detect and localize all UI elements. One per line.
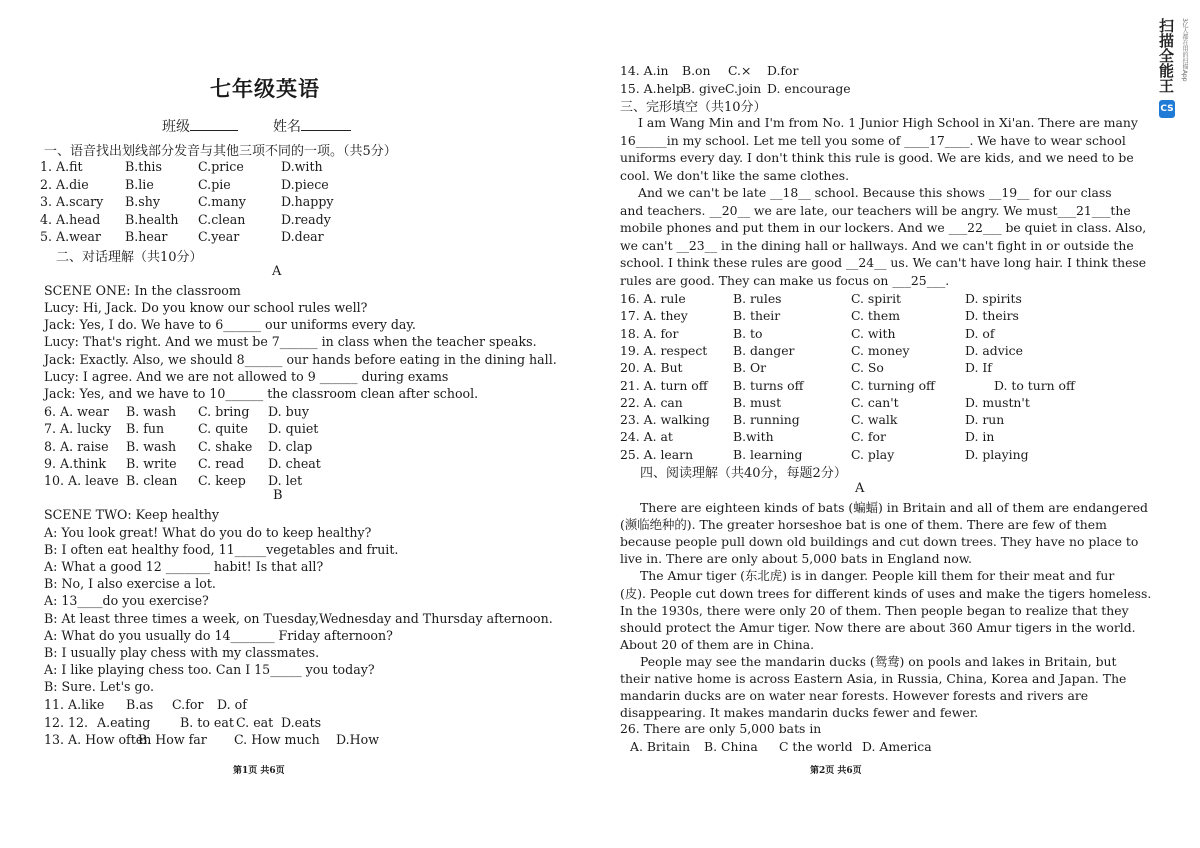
answer-option[interactable]: B.with <box>733 429 774 445</box>
answer-option[interactable]: C. can't <box>851 394 899 410</box>
answer-option[interactable]: 9. A.think <box>44 455 107 471</box>
answer-option[interactable]: C. spirit <box>851 291 902 306</box>
reading-line: because people pull down old buildings and cut down trees. They have no place to <box>620 534 1139 550</box>
answer-option[interactable]: C.join <box>725 80 762 96</box>
reading-line: People may see the mandarin ducks (鸳鸯) on pools and lakes in Britain, but <box>640 653 1117 669</box>
answer-option[interactable]: D.eats <box>281 714 322 730</box>
passage-line: cool. We don't like the same clothes. <box>620 167 850 183</box>
answer-option[interactable]: D. clap <box>268 438 313 454</box>
dialog-line: B: I often eat healthy food, 11_____vegetables and fruit. <box>44 542 399 558</box>
answer-option[interactable]: C.for <box>172 697 204 712</box>
passage-line: and teachers. __20__ we are late, our teachers will be angry. We must___21___the <box>620 202 1131 218</box>
answer-option[interactable]: D. mustn't <box>965 394 1030 410</box>
dialog-line: A: You look great! What do you do to keep healthy? <box>44 525 372 540</box>
dialog-line: Jack: Exactly. Also, we should 8______ our hands before eating in the dining hall. <box>44 351 557 367</box>
answer-option[interactable]: 15. A.help <box>620 80 684 96</box>
answer-option[interactable]: B. Or <box>733 360 767 376</box>
dialog-line: Jack: Yes, and we have to 10______ the classroom clean after school. <box>44 386 479 401</box>
part-b-label: B <box>273 488 283 503</box>
page-footer-2: 第2页 共6页 <box>810 766 862 776</box>
name-field <box>273 116 351 136</box>
answer-option[interactable]: C the world <box>779 739 853 754</box>
answer-option[interactable]: 25. A. learn <box>620 446 694 462</box>
passage-line: school. I think these rules are good __24__ us. We can't have long hair. I think these <box>620 255 1147 270</box>
phonics-option[interactable]: C.clean <box>198 211 246 227</box>
phonics-option[interactable]: D.ready <box>281 211 331 227</box>
phonics-option[interactable]: D.happy <box>281 194 334 209</box>
passage-line: uniforms every day. I don't think this rule is good. We are kids, and we need to be <box>620 150 1134 165</box>
answer-option[interactable]: 16. A. rule <box>620 291 686 306</box>
answer-option[interactable]: B. wash <box>126 438 177 454</box>
answer-option[interactable]: 21. A. turn off <box>620 377 708 393</box>
page-title: 七年级英语 <box>210 76 320 101</box>
dialog-line: B: At least three times a week, on Tuesday,Wednesday and Thursday afternoon. <box>44 610 553 626</box>
phonics-option[interactable]: 4. A.head <box>40 211 101 227</box>
answer-option[interactable]: C. play <box>851 446 895 462</box>
answer-option[interactable]: D. run <box>965 412 1005 428</box>
page-footer-1: 第1页 共6页 <box>233 766 285 776</box>
answer-option[interactable]: B. clean <box>126 473 178 489</box>
answer-option[interactable]: C. eat <box>236 714 274 730</box>
section-1-heading: 一、语音找出划线部分发音与其他三项不同的一项。（共5分） <box>44 144 397 159</box>
name-label: 姓名 <box>273 119 301 135</box>
scene-two-heading: SCENE TWO: Keep healthy <box>44 507 220 522</box>
answer-option[interactable]: 18. A. for <box>620 325 679 341</box>
answer-option[interactable]: D. cheat <box>268 455 321 471</box>
class-field <box>162 116 238 136</box>
phonics-option[interactable]: D.piece <box>281 176 329 192</box>
answer-option[interactable]: 23. A. walking <box>620 412 710 428</box>
answer-option[interactable]: D. advice <box>965 342 1023 358</box>
answer-option[interactable]: B.as <box>126 697 154 712</box>
answer-option[interactable]: B.on <box>682 63 711 78</box>
answer-option[interactable]: D. spirits <box>965 291 1022 306</box>
answer-option[interactable]: D. encourage <box>767 80 851 96</box>
phonics-option[interactable]: B.hear <box>125 229 168 244</box>
dialog-line: B: No, I also exercise a lot. <box>44 576 216 592</box>
answer-option[interactable]: B. fun <box>126 421 165 437</box>
reading-line: There are eighteen kinds of bats (蝙蝠) in Britain and all of them are endangered <box>640 500 1148 515</box>
answer-option[interactable]: D. of <box>965 325 995 341</box>
answer-option[interactable]: C. turning off <box>851 377 935 393</box>
answer-option[interactable]: C. So <box>851 360 884 376</box>
answer-option[interactable]: D. of <box>217 697 247 712</box>
phonics-option[interactable]: 2. A.die <box>40 176 89 192</box>
answer-option[interactable]: C. shake <box>198 438 253 454</box>
reading-line: (濒临绝种的). The greater horseshoe bat is one of them. There are few of them <box>620 517 1107 533</box>
reading-line: In the 1930s, there were only 20 of them. Then people began to realize that they <box>620 602 1129 618</box>
answer-option[interactable]: C. with <box>851 325 896 341</box>
class-label: 班级 <box>162 119 190 135</box>
phonics-option[interactable]: 3. A.scary <box>40 194 104 209</box>
passage-line: I am Wang Min and I'm from No. 1 Junior High School in Xi'an. There are many <box>638 115 1138 130</box>
passage-line: rules are good. They can make us focus on ___25___. <box>620 272 950 288</box>
answer-option[interactable]: C. keep <box>198 473 246 489</box>
answer-option[interactable]: C. read <box>198 455 245 471</box>
scanner-logo <box>1153 18 1198 128</box>
answer-option[interactable]: B. wash <box>126 404 177 419</box>
right-page <box>590 0 1152 848</box>
answer-option[interactable]: D. buy <box>268 404 309 419</box>
answer-option[interactable]: D.for <box>767 63 799 78</box>
answer-option[interactable]: C. walk <box>851 412 898 428</box>
answer-option[interactable]: 11. A.like <box>44 697 105 712</box>
reading-line: The Amur tiger (东北虎) is in danger. People kill them for their meat and fur <box>640 568 1115 584</box>
answer-option[interactable]: B. danger <box>733 342 795 358</box>
scanner-name: 扫描全能王 <box>1157 18 1175 93</box>
phonics-option[interactable]: 1. A.fit <box>40 159 83 174</box>
dialog-line: A: I like playing chess too. Can I 15_____ you today? <box>44 661 375 677</box>
answer-option[interactable]: C. them <box>851 308 900 324</box>
reading-line: (皮). People cut down trees for different kinds of uses and make the tigers homeless. <box>620 585 1152 601</box>
reading-line: live in. There are only about 5,000 bats in England now. <box>620 551 972 567</box>
answer-option[interactable]: B. China <box>704 739 758 754</box>
dialog-line: Lucy: That's right. And we must be 7______ in class when the teacher speaks. <box>44 334 537 350</box>
answer-option[interactable]: 7. A. lucky <box>44 421 112 437</box>
phonics-option[interactable]: B.shy <box>125 194 160 209</box>
answer-option[interactable]: D. playing <box>965 446 1029 462</box>
answer-option[interactable]: 10. A. leave <box>44 473 119 489</box>
scanner-tagline: 3亿人都在用的扫描App <box>1181 18 1188 82</box>
answer-option[interactable]: C. How much <box>234 732 320 747</box>
answer-option[interactable]: B. turns off <box>733 377 804 393</box>
section-4-heading: 四、阅读理解（共40分，每题2分） <box>640 466 847 481</box>
left-page <box>0 0 590 848</box>
reading-line: their native home is across Eastern Asia, in Russia, China, Korea and Japan. The <box>620 671 1127 686</box>
dialog-line: B: Sure. Let's go. <box>44 678 154 694</box>
part-a-label: A <box>272 264 282 279</box>
answer-option[interactable]: D. let <box>268 473 303 489</box>
phonics-option[interactable]: B.health <box>125 211 179 227</box>
answer-option[interactable]: C. for <box>851 429 886 445</box>
answer-option[interactable]: A. Britain <box>630 739 691 754</box>
name-blank[interactable] <box>301 116 351 131</box>
answer-option[interactable]: 20. A. But <box>620 360 683 376</box>
answer-option[interactable]: B. give <box>682 80 726 96</box>
reading-line: disappearing. It makes mandarin ducks fewer and fewer. <box>620 705 979 721</box>
answer-option[interactable]: C. money <box>851 342 910 358</box>
dialog-line: Lucy: Hi, Jack. Do you know our school rules well? <box>44 300 368 315</box>
question-26: 26. There are only 5,000 bats in <box>620 721 822 736</box>
answer-option[interactable]: 8. A. raise <box>44 438 109 454</box>
section-3-heading: 三、完形填空（共10分） <box>620 100 767 115</box>
answer-option[interactable]: B. to <box>733 325 763 341</box>
passage-line: And we can't be late __18__ school. Because this shows __19__ for our class <box>638 185 1112 200</box>
answer-option[interactable]: 19. A. respect <box>620 342 708 358</box>
answer-option[interactable]: D. America <box>862 739 932 754</box>
phonics-option[interactable]: D.with <box>281 159 323 174</box>
answer-option[interactable]: B. rules <box>733 291 782 306</box>
phonics-option[interactable]: C.pie <box>198 176 231 192</box>
phonics-option[interactable]: D.dear <box>281 229 324 244</box>
phonics-option[interactable]: C.year <box>198 229 240 244</box>
answer-option[interactable]: D. quiet <box>268 421 319 437</box>
passage-line: mobile phones and put them in our lockers. And we ___22___ be quiet in class. Also, <box>620 220 1147 235</box>
passage-line: we can't __23__ in the dining hall or hallways. And we can't fight in or outside the <box>620 237 1134 253</box>
dialog-line: Jack: Yes, I do. We have to 6______ our uniforms every day. <box>44 317 416 333</box>
answer-option[interactable]: C.× <box>728 63 752 78</box>
answer-option[interactable]: 24. A. at <box>620 429 673 445</box>
answer-option[interactable]: 22. A. can <box>620 394 683 410</box>
scanner-badge-icon: CS <box>1159 100 1175 118</box>
phonics-option[interactable]: 5. A.wear <box>40 229 101 244</box>
answer-option[interactable]: D. If <box>965 360 992 376</box>
dialog-line: A: 13____do you exercise? <box>44 593 209 609</box>
answer-option[interactable]: A.eating <box>97 714 151 730</box>
phonics-option[interactable]: B.lie <box>125 176 154 192</box>
answer-option[interactable]: B. learning <box>733 446 803 462</box>
dialog-line: B: I usually play chess with my classmates. <box>44 644 320 660</box>
answer-option[interactable]: D. to turn off <box>994 377 1075 393</box>
answer-option[interactable]: 12. 12. <box>44 714 89 730</box>
answer-option[interactable]: B. to eat <box>180 714 234 730</box>
scene-one-heading: SCENE ONE: In the classroom <box>44 283 241 298</box>
dialog-line: A: What do you usually do 14_______ Friday afternoon? <box>44 627 393 643</box>
phonics-option[interactable]: C.price <box>198 159 244 174</box>
reading-line: mandarin ducks are on water near forests. However forests and rivers are <box>620 688 1089 704</box>
answer-option[interactable]: B. their <box>733 308 781 324</box>
section-2-heading: 二、对话理解（共10分） <box>56 250 203 265</box>
answer-option[interactable]: C. bring <box>198 404 250 419</box>
phonics-option[interactable]: B.this <box>125 159 162 174</box>
phonics-option[interactable]: C.many <box>198 194 246 209</box>
passage-line: 16_____in my school. Let me tell you some of ____17____. We have to wear school <box>620 132 1126 148</box>
answer-option[interactable]: 6. A. wear <box>44 404 109 419</box>
answer-option[interactable]: 13. A. How often <box>44 732 152 747</box>
reading-line: should protect the Amur tiger. Now there are about 360 Amur tigers in the world. <box>620 619 1136 635</box>
answer-option[interactable]: B. running <box>733 412 800 428</box>
class-blank[interactable] <box>190 116 238 131</box>
answer-option[interactable]: B. write <box>126 455 177 471</box>
answer-option[interactable]: B. How far <box>138 732 207 747</box>
dialog-line: Lucy: I agree. And we are not allowed to 9 ______ during exams <box>44 368 449 384</box>
answer-option[interactable]: D.How <box>336 732 379 747</box>
answer-option[interactable]: 14. A.in <box>620 63 669 78</box>
answer-option[interactable]: D. in <box>965 429 995 445</box>
dialog-line: A: What a good 12 _______ habit! Is that all? <box>44 559 324 575</box>
reading-line: About 20 of them are in China. <box>620 636 815 652</box>
answer-option[interactable]: D. theirs <box>965 308 1019 324</box>
answer-option[interactable]: C. quite <box>198 421 248 437</box>
answer-option[interactable]: 17. A. they <box>620 308 688 324</box>
reading-a-label: A <box>855 481 865 496</box>
answer-option[interactable]: B. must <box>733 394 782 410</box>
